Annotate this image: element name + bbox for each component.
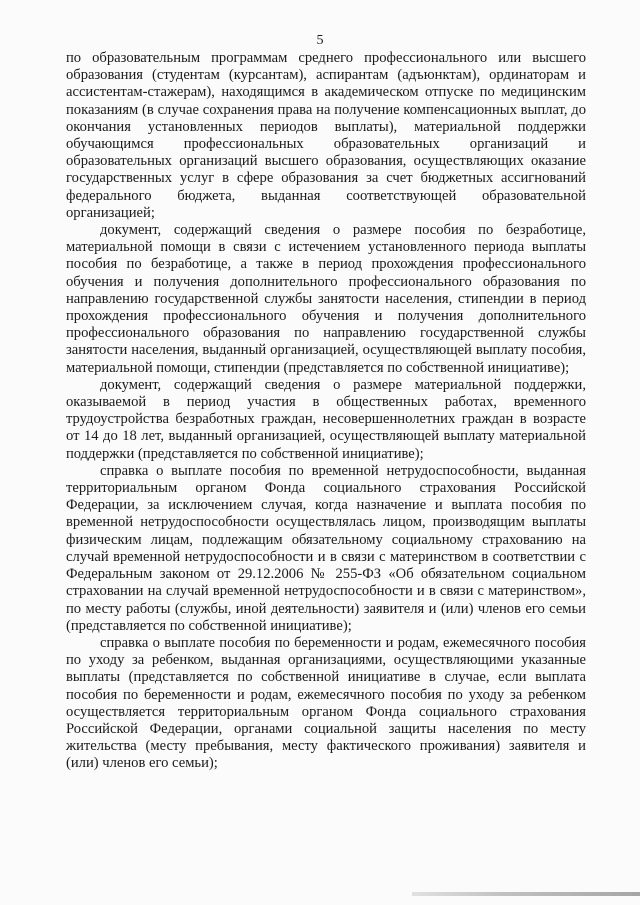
scan-artifact-line bbox=[412, 892, 640, 896]
paragraph-public-works-support: документ, содержащий сведения о размере материальной поддержки, оказываемой в период участия в общественных работах, временного трудоустройства безработных граждан, несовершеннолетних граждан в возрасте от 14 до 18 лет, выданный организацией, осуществляющей выплату материальной поддержки (представляется по собственной инициативе); bbox=[66, 376, 586, 462]
document-body bbox=[66, 50, 586, 773]
paragraph-education-support: по образовательным программам среднего профессионального или высшего образования (студентам (курсантам), аспирантам (адъюнктам), ординаторам и ассистентам-стажерам), находящимся в академическом отпуске по медицинским показаниям (в случае сохранения права на получение компенсационных выплат, до окончания установленных периодов выплаты), материальной поддержки обучающимся профессиональных образовательных организаций и образовательных организаций высшего образования, осуществляющих оказание государственных услуг в сфере образования за счет бюджетных ассигнований федерального бюджета, выданная соответствующей образовательной организацией; bbox=[66, 50, 586, 221]
paragraph-maternity-benefit: справка о выплате пособия по беременности и родам, ежемесячного пособия по уходу за ребенком, выданная организациями, осуществляющими указанные выплаты (представляется по собственной инициативе в случае, если выплата пособия по беременности и родам, ежемесячного пособия по уходу за ребенком осуществляется территориальным органом Фонда социального страхования Российской Федерации, органами социальной защиты населения по месту жительства (месту пребывания, месту фактического проживания) заявителя и (или) членов его семьи); bbox=[66, 634, 586, 772]
paragraph-sick-leave-benefit: справка о выплате пособия по временной нетрудоспособности, выданная территориальным органом Фонда социального страхования Российской Федерации, за исключением случая, когда назначение и выплата пособия по временной нетрудоспособности осуществлялась лицом, производящим выплаты физическим лицам, подлежащим обязательному социальному страхованию на случай временной нетрудоспособности и в связи с материнством в соответствии с Федеральным законом от 29.12.2006 № 255-ФЗ «Об обязательном социальном страховании на случай временной нетрудоспособности и в связи с материнством», по месту работы (службы, иной деятельности) заявителя и (или) членов его семьи (представляется по собственной инициативе); bbox=[66, 462, 586, 634]
page-number: 5 bbox=[316, 33, 324, 48]
paragraph-unemployment-benefit: документ, содержащий сведения о размере пособия по безработице, материальной помощи в связи с истечением установленного периода выплаты пособия по безработице, а также в период прохождения профессионального обучения и получения дополнительного профессионального образования по направлению государственной службы занятости населения, стипендии в период прохождения профессионального обучения и получения дополнительного профессионального образования по направлению государственной службы занятости населения, выданный организацией, осуществляющей выплату пособия, материальной помощи, стипендии (представляется по собственной инициативе); bbox=[66, 222, 586, 376]
